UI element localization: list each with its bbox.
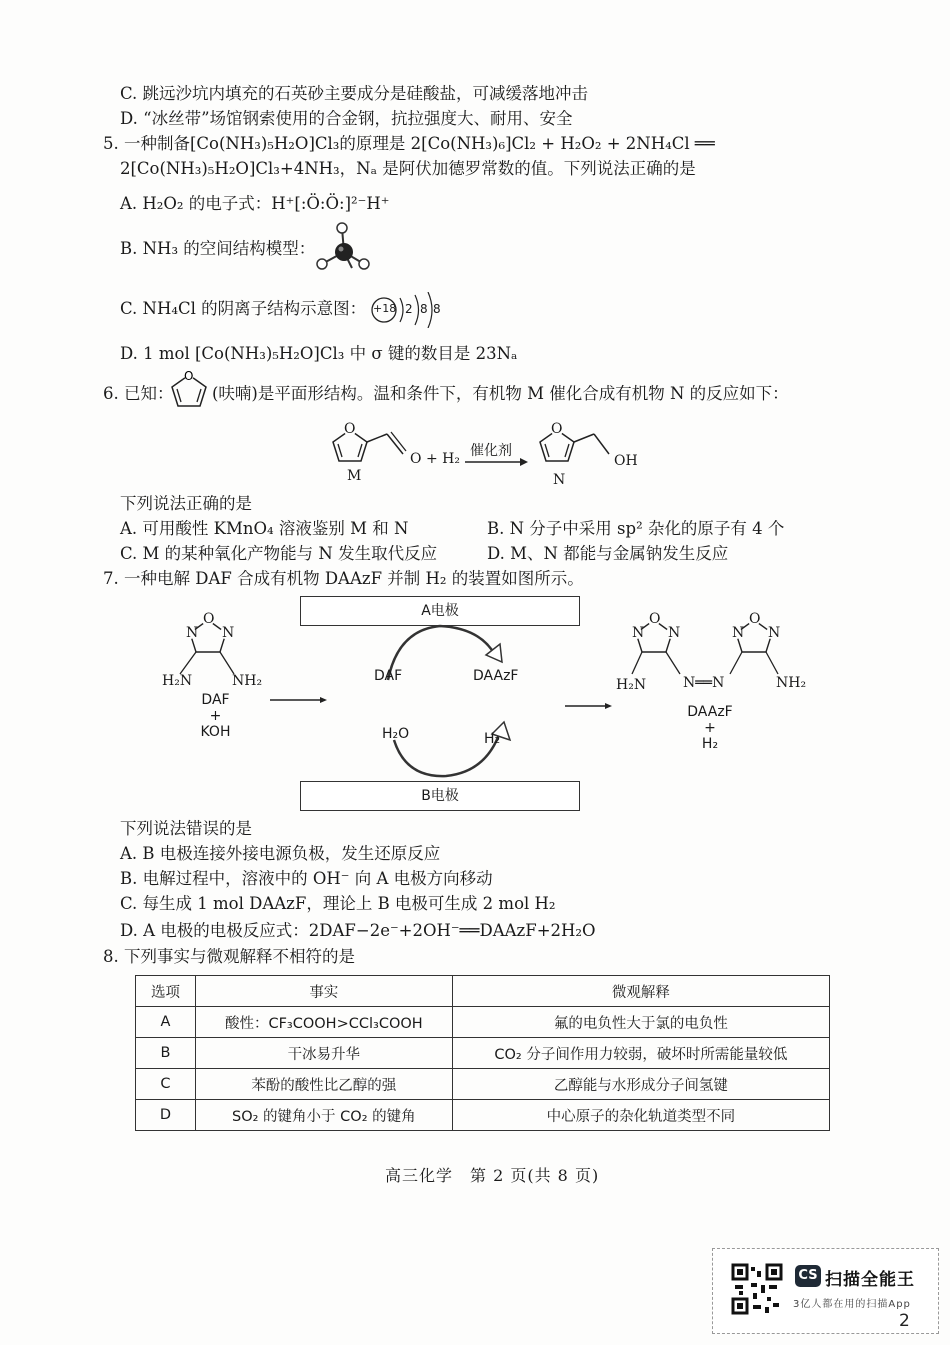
q8-table bbox=[135, 975, 830, 1131]
q7-option-c: C. 每生成 1 mol DAAzF，理论上 B 电极可生成 2 mol H₂ bbox=[120, 894, 556, 913]
table-header-row bbox=[136, 976, 830, 1007]
cs-logo: CS bbox=[795, 1265, 821, 1287]
n-ring-oxygen: O bbox=[551, 421, 563, 437]
svg-text:O: O bbox=[184, 369, 194, 383]
q6-option-a: A. 可用酸性 KMnO₄ 溶液鉴别 M 和 N bbox=[120, 519, 409, 538]
table-cell: C bbox=[136, 1069, 196, 1100]
table-row bbox=[136, 1038, 830, 1069]
left-caption: DAF + KOH bbox=[200, 692, 231, 740]
m-aldehyde-oxygen: O bbox=[410, 451, 422, 467]
table-cell: B bbox=[136, 1038, 196, 1069]
table-cell: 氟的电负性大于氯的电负性 bbox=[452, 1007, 829, 1038]
table-cell: 苯酚的酸性比乙醇的强 bbox=[195, 1069, 452, 1100]
plus-h2: + H₂ bbox=[426, 451, 461, 467]
table-row bbox=[136, 1100, 830, 1131]
daf-ring-o: O bbox=[203, 611, 215, 627]
q6-option-c: C. M 的某种氧化产物能与 N 发生取代反应 bbox=[120, 544, 438, 563]
shell-2: 8 bbox=[420, 302, 428, 316]
daazf-ring2-n-left: N bbox=[732, 625, 745, 641]
electrode-a-box: A电极 bbox=[300, 596, 580, 626]
n-label: N bbox=[553, 472, 566, 488]
q5-option-d: D. 1 mol [Co(NH₃)₅H₂O]Cl₃ 中 σ 键的数目是 23Nₐ bbox=[120, 344, 518, 363]
q5-option-b: B. NH₃ 的空间结构模型： bbox=[120, 239, 316, 258]
table-row bbox=[136, 1069, 830, 1100]
daazf-h2n: H₂N bbox=[616, 677, 647, 693]
table-cell: 干冰易升华 bbox=[195, 1038, 452, 1069]
m-ring-oxygen: O bbox=[344, 421, 356, 437]
q5-stem-line2: 2[Co(NH₃)₅H₂O]Cl₃+4NH₃，Nₐ 是阿伏加德罗常数的值。下列说法正确的是 bbox=[120, 159, 696, 178]
n-hydroxyl: OH bbox=[614, 453, 638, 469]
daazf-ring2-o: O bbox=[749, 611, 761, 627]
q6-option-b: B. N 分子中采用 sp² 杂化的原子有 4 个 bbox=[487, 519, 785, 538]
q4-option-c: C. 跳远沙坑内填充的石英砂主要成分是硅酸盐，可减缓落地冲击 bbox=[120, 84, 589, 103]
daazf-label: DAAzF bbox=[473, 668, 519, 684]
q6-option-d: D. M、N 都能与金属钠发生反应 bbox=[487, 544, 729, 563]
daazf-ring1-n-right: N bbox=[668, 625, 681, 641]
q6-stem-post: (呋喃)是平面形结构。温和条件下，有机物 M 催化合成有机物 N 的反应如下： bbox=[212, 384, 789, 403]
shell-1: 2 bbox=[405, 302, 413, 316]
badge-title: 扫描全能王 bbox=[825, 1270, 915, 1290]
table-header: 选项 bbox=[136, 976, 196, 1007]
furan-structure bbox=[166, 368, 212, 412]
q4-option-d: D. “冰丝带”场馆钢索使用的合金钢，抗拉强度大、耐用、安全 bbox=[120, 109, 573, 128]
h2-label: H₂ bbox=[484, 731, 501, 747]
daf-label: DAF bbox=[374, 668, 403, 684]
table-row bbox=[136, 1007, 830, 1038]
q8-stem: 8. 下列事实与微观解释不相符的是 bbox=[103, 947, 355, 966]
scanner-watermark-badge bbox=[712, 1248, 939, 1334]
nucleus-charge: +18 bbox=[373, 302, 397, 315]
daf-nh2: NH₂ bbox=[232, 673, 263, 689]
table-header: 微观解释 bbox=[452, 976, 829, 1007]
electrode-b-box: B电极 bbox=[300, 781, 580, 811]
page-number: 2 bbox=[899, 1311, 910, 1331]
table-header: 事实 bbox=[195, 976, 452, 1007]
daf-ring-n-right: N bbox=[222, 625, 235, 641]
daf-ring-n-left: N bbox=[186, 625, 199, 641]
table-cell: 乙醇能与水形成分子间氢键 bbox=[452, 1069, 829, 1100]
table-cell: 中心原子的杂化轨道类型不同 bbox=[452, 1100, 829, 1131]
table-cell: SO₂ 的键角小于 CO₂ 的键角 bbox=[195, 1100, 452, 1131]
q7-option-b: B. 电解过程中，溶液中的 OH⁻ 向 A 电极方向移动 bbox=[120, 869, 493, 888]
q6-ask: 下列说法正确的是 bbox=[120, 494, 252, 513]
badge-subtitle: 3亿人都在用的扫描App bbox=[793, 1299, 911, 1310]
q7-option-a: A. B 电极连接外接电源负极，发生还原反应 bbox=[120, 844, 441, 863]
ion-structure-diagram bbox=[370, 292, 450, 328]
daazf-ring1-o: O bbox=[649, 611, 661, 627]
nh3-ball-model bbox=[312, 222, 372, 274]
daf-h2n: H₂N bbox=[162, 673, 193, 689]
right-caption: DAAzF + H₂ bbox=[687, 704, 733, 752]
q5-option-a: A. H₂O₂ 的电子式：H⁺[:Ö:Ö:]²⁻H⁺ bbox=[120, 194, 390, 213]
daazf-azo: N══N bbox=[683, 675, 725, 691]
table-cell: CO₂ 分子间作用力较弱，破坏时所需能量较低 bbox=[452, 1038, 829, 1069]
qr-code-icon bbox=[731, 1263, 783, 1315]
daazf-nh2: NH₂ bbox=[776, 675, 807, 691]
daazf-ring2-n-right: N bbox=[768, 625, 781, 641]
daazf-ring1-n-left: N bbox=[632, 625, 645, 641]
m-label: M bbox=[347, 468, 362, 484]
shell-3: 8 bbox=[433, 302, 441, 316]
electrolysis-arrows bbox=[150, 600, 830, 780]
q7-ask: 下列说法错误的是 bbox=[120, 819, 252, 838]
q5-stem-line1: 5. 一种制备[Co(NH₃)₅H₂O]Cl₃的原理是 2[Co(NH₃)₆]Cl₂ + H₂O₂ + 2NH₄Cl ══ bbox=[103, 134, 715, 153]
catalyst-label: 催化剂 bbox=[470, 443, 512, 459]
table-cell: D bbox=[136, 1100, 196, 1131]
page-footer: 高三化学 第 2 页(共 8 页) bbox=[385, 1166, 600, 1185]
q5-option-c: C. NH₄Cl 的阴离子结构示意图： bbox=[120, 299, 367, 318]
q7-stem: 7. 一种电解 DAF 合成有机物 DAAzF 并制 H₂ 的装置如图所示。 bbox=[103, 569, 584, 588]
table-cell: A bbox=[136, 1007, 196, 1038]
q7-option-d: D. A 电极的电极反应式：2DAF−2e⁻+2OH⁻══DAAzF+2H₂O bbox=[120, 921, 596, 940]
table-cell: 酸性：CF₃COOH>CCl₃COOH bbox=[195, 1007, 452, 1038]
h2o-label: H₂O bbox=[382, 726, 410, 742]
q6-stem-pre: 6. 已知： bbox=[103, 384, 174, 403]
